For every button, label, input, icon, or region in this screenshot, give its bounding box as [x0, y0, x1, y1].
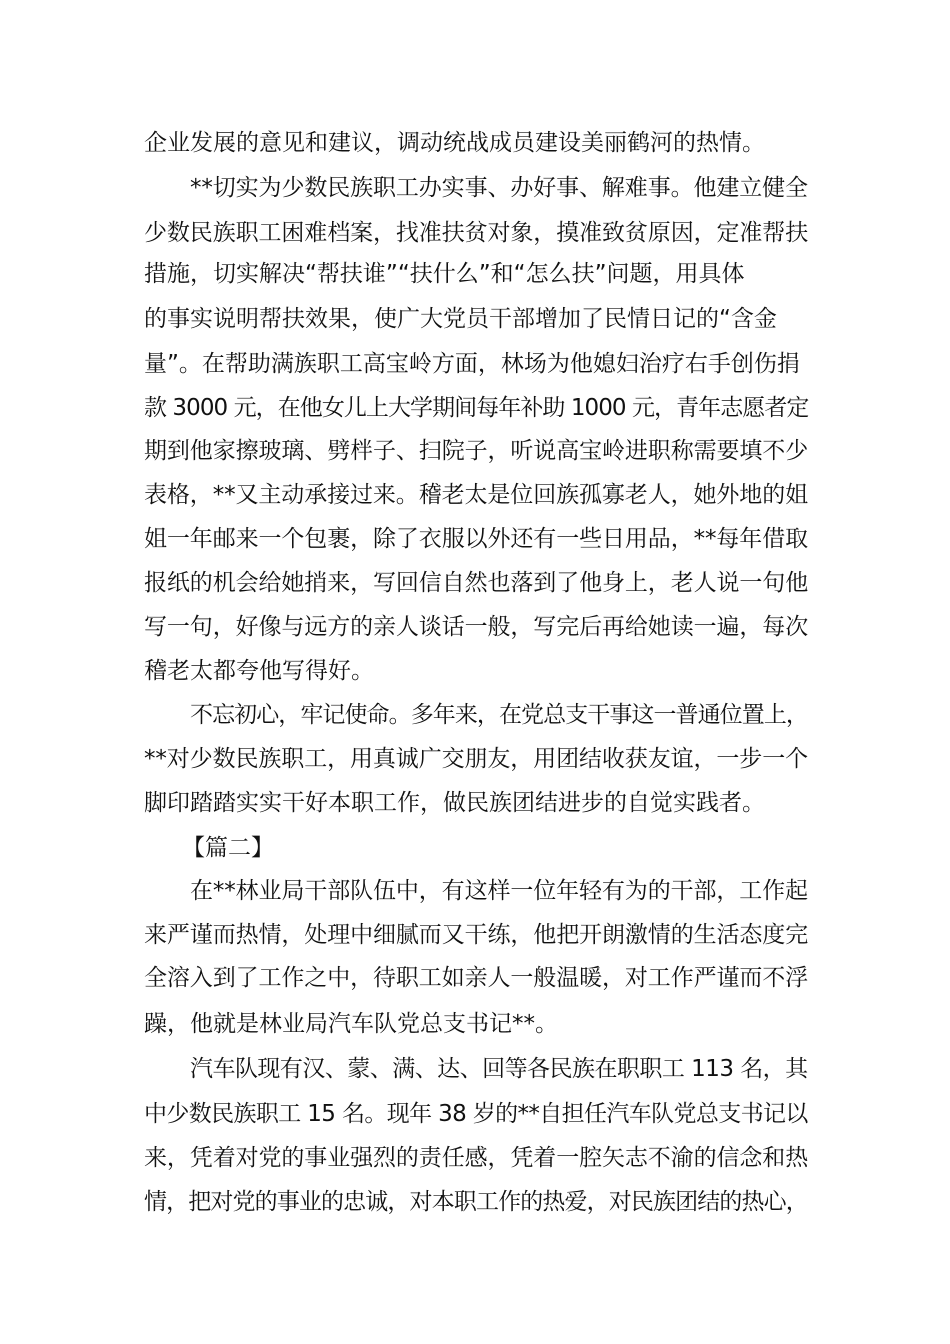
text-line: 量”。在帮助满族职工高宝岭方面，林场为他媳妇治疗右手创伤捐: [144, 351, 800, 377]
text-line: 姐一年邮来一个包裹，除了衣服以外还有一些日用品，**每年借取: [144, 526, 809, 552]
paragraph-start-line: 不忘初心，牢记使命。多年来，在党总支干事这一普通位置上，: [190, 702, 808, 728]
text-line: 写一句，好像与远方的亲人谈话一般，写完后再给她读一遍，每次: [144, 614, 809, 640]
text-line: 来，凭着对党的事业强烈的责任感，凭着一腔矢志不渝的信念和热: [144, 1145, 809, 1171]
text-line: 中少数民族职工 15 名。现年 38 岁的**自担任汽车队党总支书记以: [144, 1101, 808, 1127]
paragraph-start-line: 汽车队现有汉、蒙、满、达、回等各民族在职职工 113 名，其: [190, 1056, 808, 1082]
text-line: 报纸的机会给她捎来，写回信自然也落到了他身上，老人说一句他: [144, 570, 809, 596]
text-line: 躁，他就是林业局汽车队党总支书记**。: [144, 1011, 558, 1037]
text-line: 企业发展的意见和建议，调动统战成员建设美丽鹤河的热情。: [144, 130, 765, 156]
text-line: 少数民族职工困难档案，找准扶贫对象，摸准致贫原因，定准帮扶: [144, 220, 809, 246]
section-heading: 【篇二】: [182, 835, 274, 861]
text-line: 稽老太都夸他写得好。: [144, 658, 374, 684]
paragraph-start-line: **切实为少数民族职工办实事、办好事、解难事。他建立健全: [190, 175, 808, 201]
text-line: 的事实说明帮扶效果，使广大党员干部增加了民情日记的“含金: [144, 306, 777, 332]
text-line: 情，把对党的事业的忠诚，对本职工作的热爱，对民族团结的热心，: [144, 1189, 808, 1215]
text-line: 全溶入到了工作之中，待职工如亲人一般温暖，对工作严谨而不浮: [144, 965, 809, 991]
text-line: 款 3000 元，在他女儿上大学期间每年补助 1000 元，青年志愿者定: [144, 395, 809, 421]
text-line: 表格，**又主动承接过来。稽老太是位回族孤寡老人，她外地的姐: [144, 482, 809, 508]
paragraph-start-line: 在**林业局干部队伍中，有这样一位年轻有为的干部，工作起: [190, 878, 808, 904]
text-line: 期到他家擦玻璃、劈柈子、扫院子，听说高宝岭进职称需要填不少: [144, 438, 809, 464]
text-line: 脚印踏踏实实干好本职工作，做民族团结进步的自觉实践者。: [144, 790, 765, 816]
text-line: **对少数民族职工，用真诚广交朋友，用团结收获友谊，一步一个: [144, 746, 809, 772]
text-line: 措施，切实解决“帮扶谁”“扶什么”和“怎么扶”问题，用具体: [144, 261, 745, 287]
text-line: 来严谨而热情，处理中细腻而又干练，他把开朗激情的生活态度完: [144, 922, 809, 948]
